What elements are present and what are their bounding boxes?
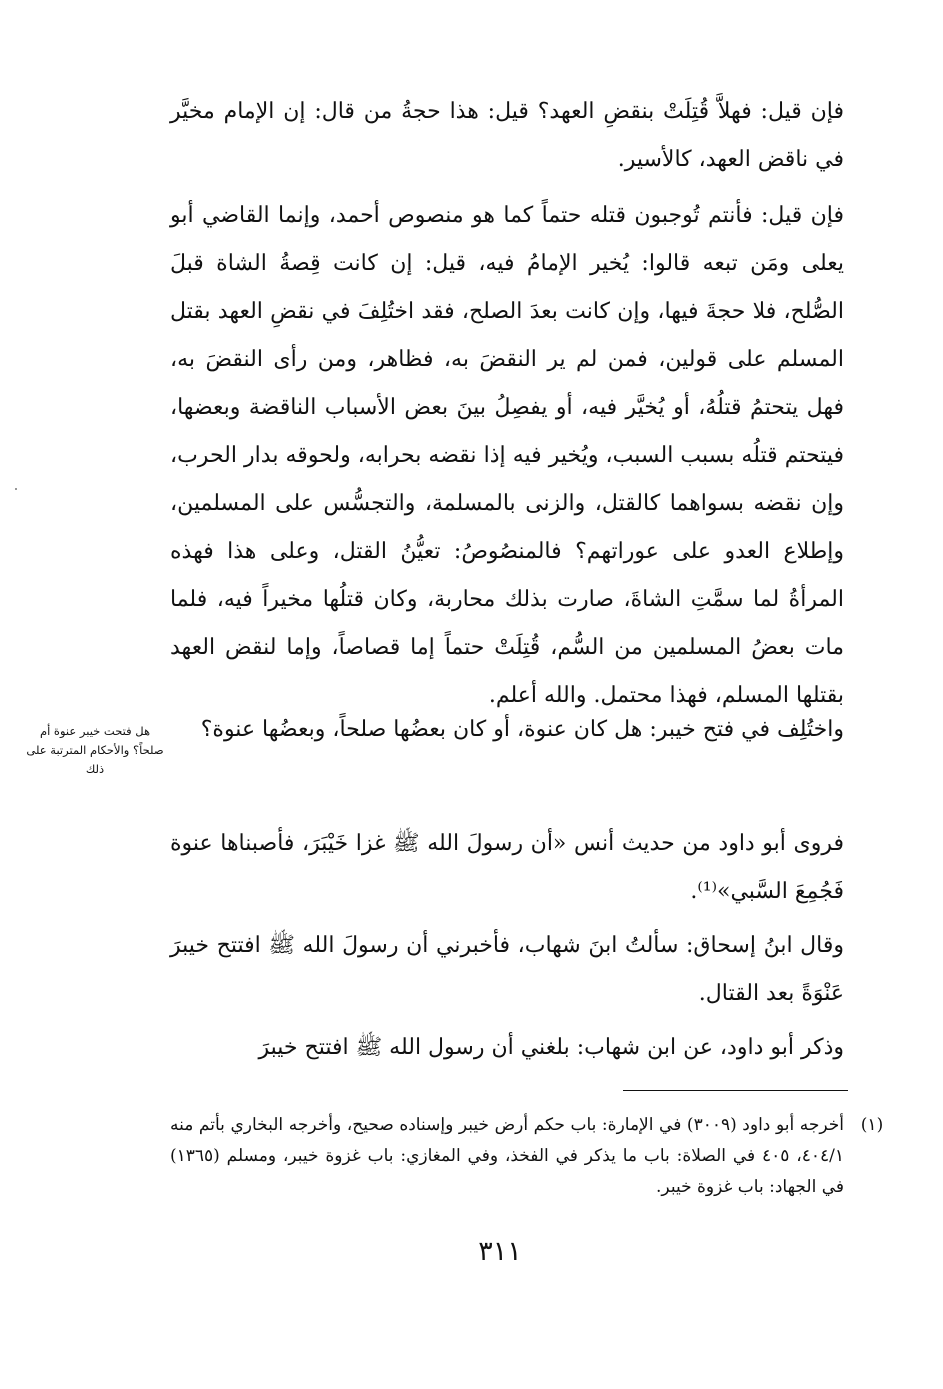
footnote: [170, 1110, 884, 1203]
paragraph-4: فروى أبو داود من حديث أنس «أن رسولَ الله ﷺ غزا خَيْبَرَ، فأصبناها عنوة فَجُمِعَ السَّبي»⁽¹⁾.: [170, 831, 844, 904]
paragraph-5: وقال ابنُ إسحاق: سألتُ ابنَ شهاب، فأخبرني أن رسولَ الله ﷺ افتتح خيبرَ عَنْوَةً بعد القتال.: [170, 933, 844, 1006]
paragraph-3: واختُلِف في فتح خيبر: هل كان عنوة، أو كان بعضُها صلحاً، وبعضُها عنوة؟: [200, 717, 844, 742]
paragraph-2: فإن قيل: فأنتم تُوجبون قتله حتماً كما هو منصوص أحمد، وإنما القاضي أبو يعلى ومَن تبعه قالوا: يُخير الإمامُ فيه، قيل: إن كانت قِصةُ الشاة قبلَ الصُّلح، فلا حجةَ فيها، وإن كانت بعدَ الصلح، فقد اختُلِفَ في نقضِ العهد بقتل المسلم على قولين، فمن لم ير النقضَ به، فظاهر، ومن رأى النقضَ به، فهل يتحتمُ قتلُهُ، أو يُخيَّر فيه، أو يفصِلُ بينَ بعض الأسباب الناقضة وبعضها، فيتحتم قتلُه بسبب السبب، ويُخير فيه إذا نقضه بحرابه، ولحوقه بدار الحرب، وإن نقضه بسواهما كالقتل، والزنى بالمسلمة، والتجسُّس على المسلمين، وإطلاع العدو على عوراتهم؟ فالمنصُوصُ: تعيُّنُ القتل، وعلى هذا فهذه المرأةُ لما سمَّتِ الشاةَ، صارت بذلك محاربة، وكان قتلُها مخيراً فيه، فلما مات بعضُ المسلمين من السُّم، قُتِلَتْ حتماً إما قصاصاً، وإما لنقض العهد بقتلها المسلم، فهذا محتمل. والله أعلم.: [170, 203, 844, 708]
margin-note: هل فتحت خيبر عنوة أم صلحاً؟ والأحكام المترتبة على ذلك: [26, 724, 164, 776]
footnote-text: أخرجه أبو داود (٣٠٠٩) في الإمارة: باب حكم أرض خيبر وإسناده صحيح، وأخرجه البخاري بأتم منه ٤٠٤/١، ٤٠٥ في الصلاة: باب ما يذكر في الفخذ، وفي المغازي: باب غزوة خيبر، ومسلم (١٣٦٥) في الجهاد: باب غزوة خيبر.: [170, 1115, 844, 1197]
page-number: ٣١١: [478, 1236, 522, 1267]
scan-speck: [15, 488, 17, 490]
footnote-number: (١): [860, 1115, 884, 1135]
paragraph-6: وذكر أبو داود، عن ابن شهاب: بلغني أن رسول الله ﷺ افتتح خيبرَ: [258, 1035, 844, 1060]
paragraph-1: فإن قيل: فهلاَّ قُتِلَتْ بنقضِ العهد؟ قيل: هذا حجةُ من قال: إن الإمام مخيَّر في ناقض العهد، كالأسير.: [170, 99, 844, 172]
footnote-separator: [623, 1090, 848, 1091]
